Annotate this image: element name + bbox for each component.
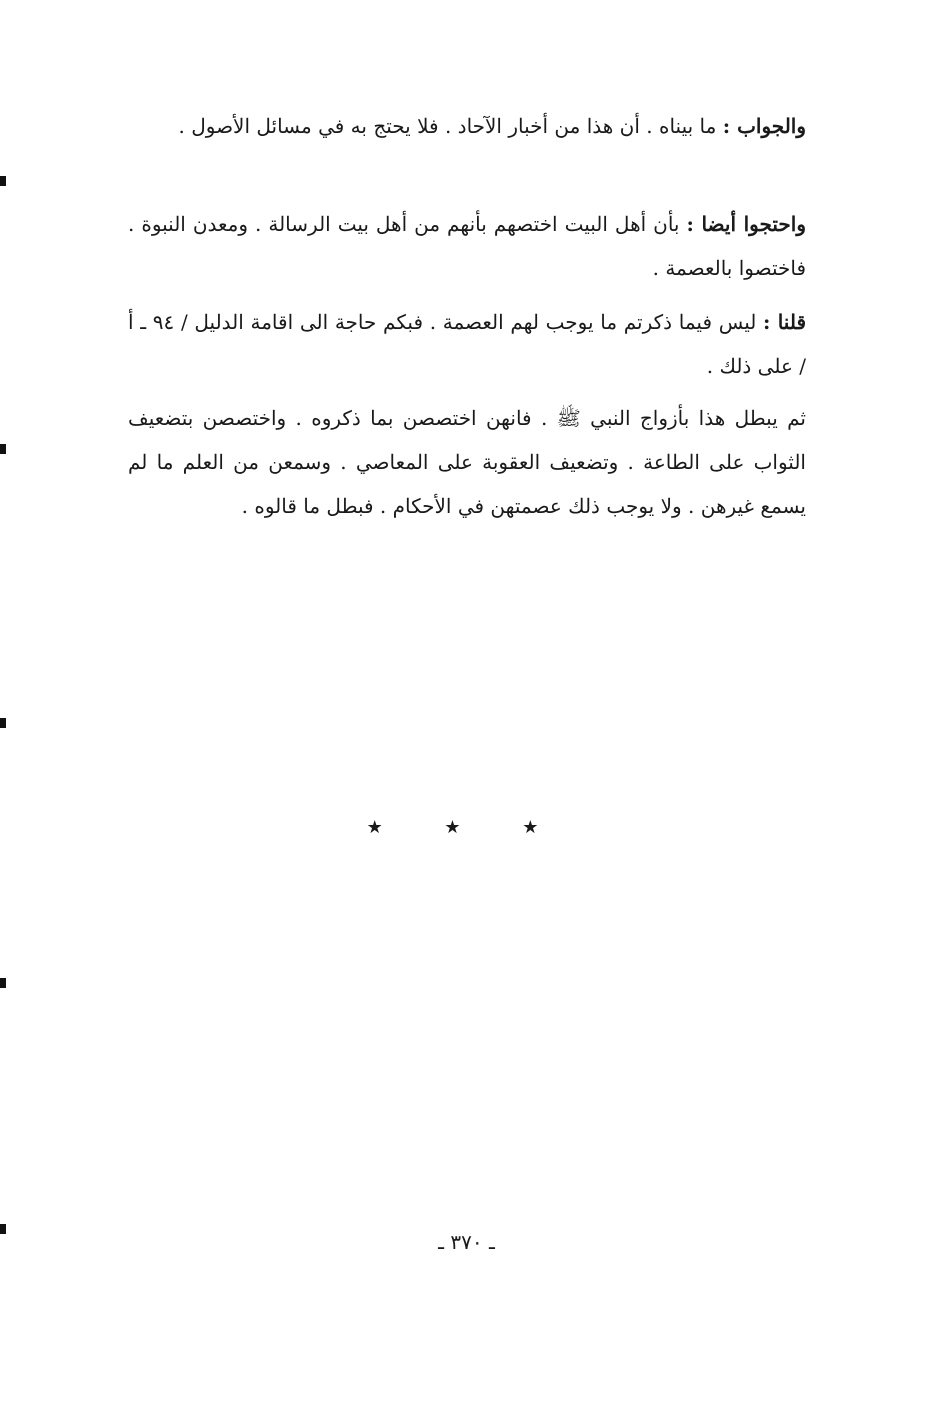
page-number: ـ ٣٧٠ ـ — [438, 1230, 495, 1254]
scan-edge-mark — [0, 176, 6, 186]
scan-edge-mark — [0, 444, 6, 454]
paragraph-lead: والجواب : — [722, 114, 806, 138]
scan-edge-mark — [0, 718, 6, 728]
paragraph-lead: واحتجوا أيضا : — [686, 212, 807, 236]
scan-edge-mark — [0, 978, 6, 988]
paragraph-reply — [128, 300, 806, 388]
paragraph-answer — [128, 104, 806, 148]
paragraph-refutation — [128, 396, 806, 528]
section-separator: ★ ★ ★ — [366, 817, 567, 838]
paragraph-body: بأن أهل البيت اختصهم بأنهم من أهل بيت الرسالة . ومعدن النبوة . فاختصوا بالعصمة . — [128, 212, 806, 280]
paragraph-body: ثم يبطل هذا بأزواج النبي ﷺ . فانهن اختصصن بما ذكروه . واختصصن بتضعيف الثواب على الطاعة . وتضعيف العقوبة على المعاصي . وسمعن من العلم ما لم يسمع غيرهن . ولا يوجب ذلك عصمتهن في الأحكام . فبطل ما قالوه . — [128, 406, 806, 518]
paragraph-body: ليس فيما ذكرتم ما يوجب لهم العصمة . فبكم حاجة الى اقامة الدليل / ٩٤ ـ أ / على ذلك . — [128, 310, 806, 378]
paragraph-lead: قلنا : — [763, 310, 806, 334]
paragraph-argument — [128, 202, 806, 290]
paragraph-body: ما بيناه . أن هذا من أخبار الآحاد . فلا يحتج به في مسائل الأصول . — [178, 114, 723, 138]
